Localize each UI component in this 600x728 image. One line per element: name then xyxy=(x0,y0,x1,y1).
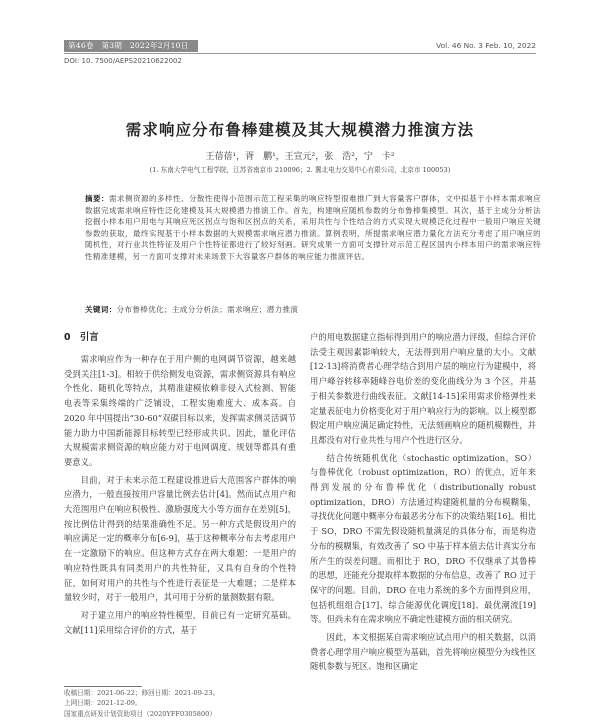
section-heading: 0 引言 xyxy=(64,332,99,343)
footnote-received: 收稿日期：2021-06-22；修回日期：2021-09-23。 xyxy=(64,689,220,697)
left-column xyxy=(64,352,296,640)
right-paragraph-1: 户的用电数据建立指标得到用户的响应潜力评级，但综合评价法受主观因素影响较大，无法得到用户响应量的大小。文献[12-13]将消费者心理学结合到用户层的响应行为建模中，将用户峰谷转移率随峰谷电价差的变化曲线分为 3 个区，并基于相关参数进行曲线表征。文献[14-15]采用需求价格弹性来定量表征电力价格变化对于用户响应行为的影响。以上模型都假定用户响应满足确定特性，无法刻画响应的随机模糊性，并且都没有对行业共性与用户个性进行区分。 xyxy=(310,332,536,445)
journal-issue-band xyxy=(64,40,198,52)
abstract xyxy=(85,193,541,263)
left-paragraph-2: 目前，对于未来示范工程建设推进后大范围客户群体的响应潜力，一般直接按用户容量比例去估计[4]。然而试点用户和大范围用户在响应积极性、激励强度大小等方面存在差别[5]，按比例估计得到的结果准确性不足。另一种方式是假设用户的响应满足一定的概率分布[6-9]，基于这种概率分布去考虑用户在一定激励下的响应。但这种方式存在两大难题：一是用户的响应特性既具有同类用户的共性特征，又具有自身的个性特征，如何对用户的共性与个性进行表征是一大难题；二是样本量较少时，对于一般用户，其可用于分析的量测数据有限。 xyxy=(64,474,296,603)
journal-issue-label: 第46卷 第3期 2022年2月10日 xyxy=(68,41,189,50)
right-column xyxy=(310,330,536,677)
header-divider xyxy=(64,53,536,54)
footnote-divider xyxy=(64,686,142,687)
affiliations: (1. 东南大学电气工程学院，江苏省南京市 210096；2. 冀北电力交易中心有限公司，北京市 100053) xyxy=(149,166,451,174)
keywords-label: 关键词： xyxy=(85,305,117,314)
right-paragraph-2: 结合传统随机优化（stochastic optimization，SO）与鲁棒优化（robust optimization，RO）的优点，近年来得到发展的分布鲁棒优化（distributionally robust optimization，DRO）方法通过构建随机量的分布模糊集，寻找优化问题中概率分布最恶劣分布下的决策结果[16]。相比于 SO，DRO 不需先假设随机量满足的具体分布，而是构造分布的模糊集，有效改善了 SO 中基于样本值去估计真实分布所产生的误差问题。而相比于 RO，DRO 不仅继承了其鲁棒的思想，还能充分提取样本数据的分布信息，改善了 RO 过于保守的问题。目前，DRO 在电力系统的多个方面得到应用，包括机组组合[17]、综合能源优化调度[18]、最优潮流[19]等。但尚未有在需求响应不确定性建模方面的相关研究。 xyxy=(310,452,536,625)
right-paragraph-3: 因此，本文根据某自需求响应试点用户的相关数据，以消费者心理学用户响应模型为基础，首先将响应模型分为线性区随机参数与死区、饱和区确定 xyxy=(310,632,536,672)
footnote-fund: 国家重点研发计划资助项目（2020YFF0305800） xyxy=(64,709,216,718)
footnote-online: 上网日期：2021-12-09。 xyxy=(64,699,142,708)
keywords-text: 分布鲁棒优化；主成分分析法；需求响应；潜力推演 xyxy=(116,305,299,314)
left-paragraph-1: 需求响应作为一种存在于用户侧的电网调节资源，越来越受到关注[1-3]。相较于供给侧发电资源，需求侧资源具有响应个性化、随机化等特点，其精准建模依赖非侵入式检测、智能电表等采集终端的广泛铺设，工程实施难度大、成本高。自 2020 年中国提出“30-60”双碳目标以来，发挥需求侧灵活调节能力助力中国新能源目标转型已经形成共识。因此，量化评估大规模需求侧资源的响应能力对于电网调度、规划等都具有重要意义。 xyxy=(64,354,296,467)
left-paragraph-3: 对于建立用户的响应特性模型，目前已有一定研究基础。文献[11]采用综合评价的方式，基于 xyxy=(64,609,296,635)
paper-title: 需求响应分布鲁棒建模及其大规模潜力推演方法 xyxy=(125,121,475,139)
abstract-label: 摘要： xyxy=(85,194,110,203)
journal-volume-en: Vol. 46 No. 3 Feb. 10, 2022 xyxy=(436,41,536,50)
author-list: 王蓓蓓¹，胥 鹏¹，王宣元²，张 浩²，宁 卡² xyxy=(205,152,395,162)
footnote xyxy=(64,688,219,719)
abstract-text: 需求侧资源的多样性、分散性使得小范围示范工程采集的响应特型很难推广到大容量客户群体，文中拟基于小样本需求响应数据完成需求响应特性泛化建模及其大规模潜力推演工作。首先，构建响应随机参数的分布鲁棒集模型。其次，基于主成分分析法挖掘小样本用户用电与其响应死区拐点与饱和区拐点的关系，采用共性与个性结合的方式实现大规模泛化过程中一般用户响应关键参数的获取，最终实现基于小样本数据的大规模需求响应潜力推演。算例表明，所提需求响应潜力量化方法充分考虑了用户响应的随机性，对行业共性特征及用户个性特征都进行了较好刻画。研究成果一方面可支撑针对示范工程区国内小样本用户的需求响应特性精准建模，另一方面可支撑对未来场景下大容量客户群体的响应能力推演评估。 xyxy=(85,194,541,261)
keywords xyxy=(85,304,541,316)
doi: DOI: 10. 7500/AEPS20210622002 xyxy=(64,57,182,65)
